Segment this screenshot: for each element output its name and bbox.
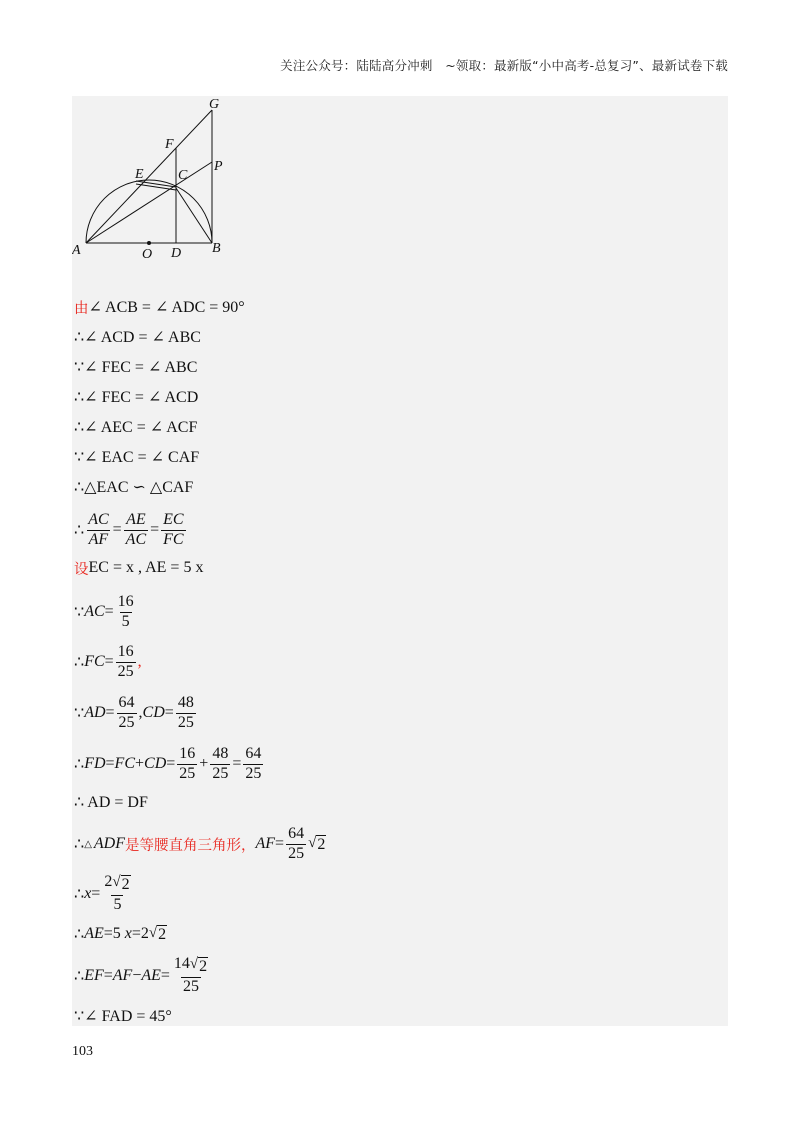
line-19: ∵∠ FAD = 45° (74, 1008, 172, 1025)
label-d: D (171, 246, 182, 261)
line-12: ∵ AD = $\frac{64}{25}$ , CD = $\frac{48}{25}$ (74, 693, 194, 731)
label-p: P (214, 159, 223, 174)
segment-cb (176, 188, 212, 243)
label-a: A (72, 243, 81, 258)
line-11: ∴ FC = $\frac{16}{25}$ , (74, 642, 142, 680)
segment-ec-2 (136, 184, 176, 190)
label-c: C (178, 168, 188, 183)
label-e: E (135, 167, 144, 182)
line-2: ∴∠ ACD = ∠ ABC (74, 329, 201, 346)
label-f: F (165, 137, 174, 152)
line-16: ∴ x = 2 √ 2 5 (74, 873, 130, 913)
line-14: ∴ AD = DF (74, 794, 148, 811)
line-4: ∴∠ FEC = ∠ ACD (74, 389, 199, 406)
label-o: O (142, 247, 153, 262)
line-18: ∴ EF = AF − AE = 14 √ 2 25 (74, 955, 208, 995)
line-3: ∵∠ FEC = ∠ ABC (74, 359, 198, 376)
line-10: ∵ AC = $\frac{16}{5}$ (74, 592, 134, 630)
point-o (147, 241, 151, 245)
line-8-ratio: ∴ $\frac{AC}{AF}$ = $\frac{AE}{AC}$ = $\frac{EC}{FC}$ (74, 510, 184, 548)
line-6: ∵∠ EAC = ∠ CAF (74, 449, 200, 466)
geometry-figure (72, 96, 242, 266)
label-g: G (209, 97, 220, 112)
line-13: ∴ FD = FC + CD = $\frac{16}{25}$ + $\frac{48}{25}$ = $\frac{64}{25}$ (74, 744, 262, 782)
line-17: ∴ AE =5 x =2 √ 2 (74, 924, 167, 943)
line-9: 设 EC = x , AE = 5 x (74, 559, 204, 578)
line-5: ∴∠ AEC = ∠ ACF (74, 419, 198, 436)
segment-ag (86, 110, 212, 243)
line-15: ∴ △ ADF 是等腰直角三角形， AF = $\frac{64}{25}$ √ 2 (74, 824, 326, 862)
line-7: ∴△EAC ∽ △CAF (74, 479, 194, 496)
label-b: B (212, 241, 221, 256)
solution-panel (72, 96, 728, 1026)
line-1: 由 ∠ ACB = ∠ ADC = 90° (74, 299, 245, 317)
semicircle (86, 180, 212, 243)
segment-ap (86, 162, 212, 243)
page-header: 关注公众号：陆陆高分冲刺 ~领取：最新版“小中高考-总复习”、最新试卷下载 (280, 58, 728, 73)
page-number: 103 (72, 1044, 93, 1059)
